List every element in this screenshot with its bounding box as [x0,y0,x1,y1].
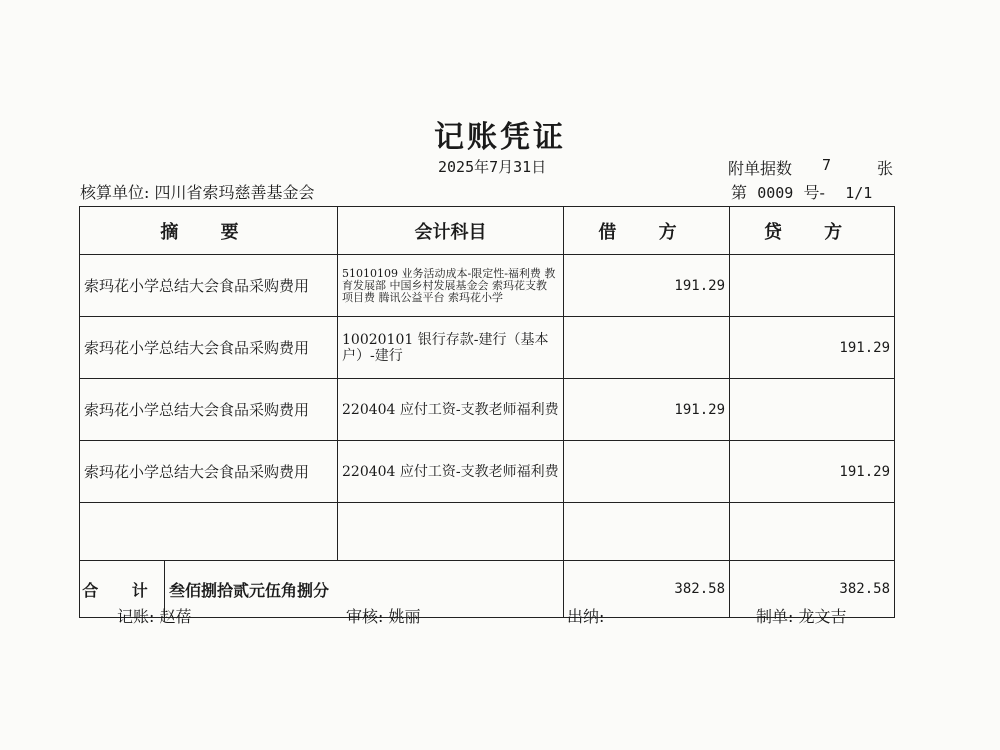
header-credit: 贷 方 [730,207,895,255]
row-debit [564,317,730,379]
voucher-number-line [731,180,872,203]
total-debit: 382.58 [564,561,730,618]
voucher-prefix: 第 [731,183,748,202]
table-row [80,255,895,317]
header-account: 会计科目 [338,207,564,255]
row-credit: 191.29 [730,317,895,379]
bookkeeper: 记账: 赵蓓 [117,607,192,626]
total-credit: 382.58 [730,561,895,618]
total-amount-words: 叁佰捌拾贰元伍角捌分 [169,580,330,600]
row-debit: 191.29 [564,255,730,317]
accounting-unit: 核算单位: 四川省索玛慈善基金会 [80,183,315,202]
preparer: 制单: 龙文吉 [756,607,847,626]
row-credit: 191.29 [730,441,895,503]
header-row [80,207,895,255]
row-account: 10020101 银行存款-建行（基本户）-建行 [338,317,564,379]
header-debit: 借 方 [564,207,730,255]
row-summary: 索玛花小学总结大会食品采购费用 [80,255,338,317]
empty-row [80,503,895,561]
row-summary: 索玛花小学总结大会食品采购费用 [80,441,338,503]
row-account: 220404 应付工资-支教老师福利费 [338,379,564,441]
voucher-suffix: 号- [803,183,825,202]
row-credit [730,379,895,441]
table-row [80,441,895,503]
table-row [80,379,895,441]
total-label: 合 计 [80,561,165,617]
empty-cell [338,503,564,561]
attachments-unit: 张 [877,159,894,178]
row-credit [730,255,895,317]
attachments-label: 附单据数 [728,159,793,178]
row-debit: 191.29 [564,379,730,441]
empty-cell [80,503,338,561]
row-account: 51010109 业务活动成本-限定性-福利费 教育发展部 中国乡村发展基金会 索玛花支教 项目费 腾讯公益平台 索玛花小学 [338,255,564,317]
empty-cell [564,503,730,561]
voucher-title: 记账凭证 [434,120,566,155]
row-account: 220404 应付工资-支教老师福利费 [338,441,564,503]
header-summary: 摘 要 [80,207,338,255]
row-summary: 索玛花小学总结大会食品采购费用 [80,379,338,441]
reviewer: 审核: 姚丽 [346,607,421,626]
row-debit [564,441,730,503]
voucher-date: 2025年7月31日 [438,158,547,176]
empty-cell [730,503,895,561]
cashier: 出纳: [567,607,605,626]
voucher-table [79,206,895,618]
voucher-page: 1/1 [845,184,873,202]
table-row [80,317,895,379]
voucher-number: 0009 [757,184,794,202]
attachments-count: 7 [822,156,832,174]
row-summary: 索玛花小学总结大会食品采购费用 [80,317,338,379]
